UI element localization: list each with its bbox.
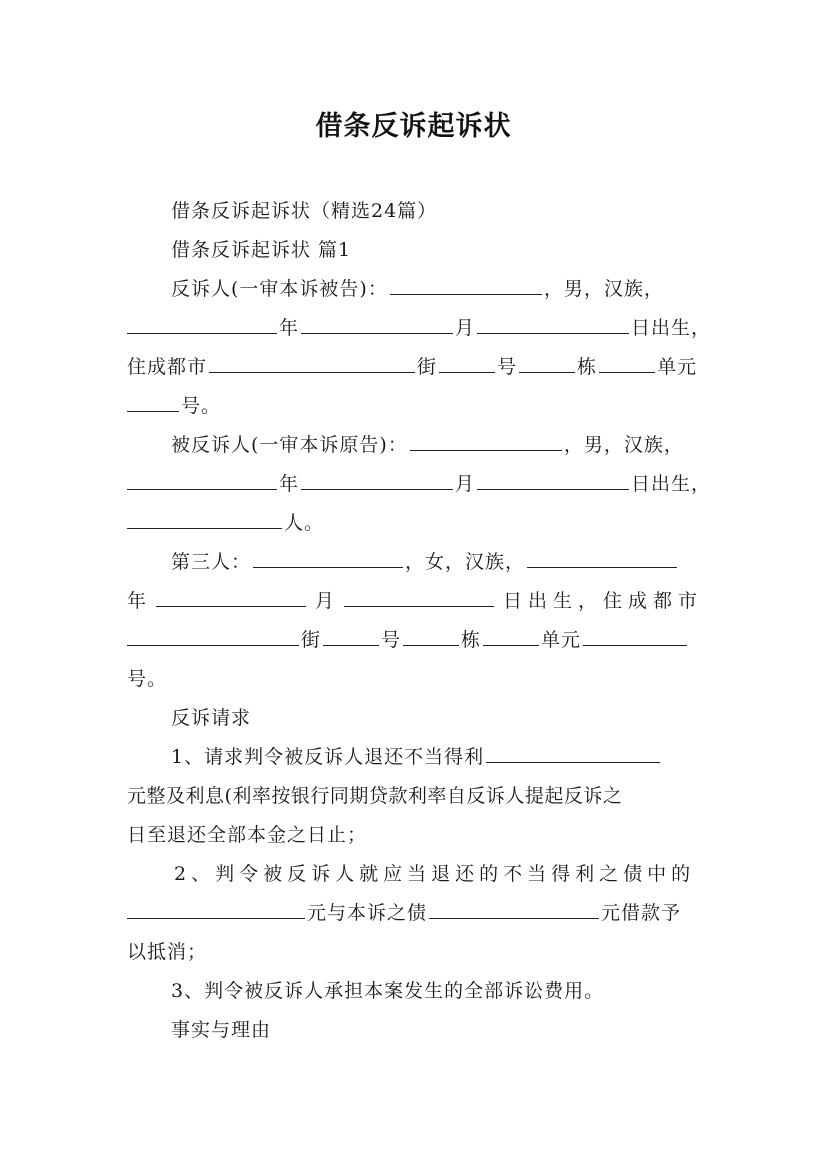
counter-plaintiff-line-3 — [127, 353, 703, 381]
gender-ethnicity: ，女，汉族， — [405, 551, 526, 573]
building-label: 栋 — [577, 356, 598, 378]
third-party-label: 第三人： — [171, 551, 252, 573]
born-label: 日出生， — [631, 473, 712, 495]
claim-2-text: 2、判令被反诉人就应当退还的不当得利之债中的 — [174, 863, 696, 885]
number-blank — [323, 626, 379, 646]
facts-heading: 事实与理由 — [171, 1019, 272, 1041]
claim-1-line-3: 日至退还全部本金之日止； — [127, 824, 368, 846]
section-heading: 借条反诉起诉状 篇1 — [171, 239, 352, 261]
building-label: 栋 — [461, 629, 482, 651]
third-party-line-1 — [171, 548, 703, 576]
gender-ethnicity: ，男，汉族， — [543, 278, 664, 300]
amount-blank — [486, 743, 660, 763]
room-blank — [583, 626, 687, 646]
claim-1-line-2: 元整及利息(利率按银行同期贷款利率自反诉人提起反诉之 — [127, 785, 623, 807]
room-label: 号。 — [181, 395, 222, 417]
month-blank — [301, 470, 453, 490]
day-blank — [477, 314, 629, 334]
number-blank — [439, 353, 495, 373]
third-party-line-3 — [127, 626, 703, 654]
month-label: 月 — [455, 317, 476, 339]
day-blank — [477, 470, 629, 490]
counter-plaintiff-label: 反诉人(一审本诉被告)： — [171, 278, 388, 300]
claim-1-text: 1、请求判令被反诉人退还不当得利 — [171, 746, 485, 768]
claim-1-line-1 — [171, 743, 703, 771]
claim-2-line-1 — [174, 860, 703, 888]
counter-plaintiff-line-2 — [127, 314, 712, 342]
person-blank — [127, 509, 282, 529]
offset-amount-blank — [127, 899, 305, 919]
third-party-line-4 — [127, 665, 703, 693]
number-label: 号 — [381, 629, 402, 651]
born-label: 日出生，住成都市 — [502, 590, 703, 612]
claims-heading: 反诉请求 — [171, 707, 252, 729]
name-blank — [410, 431, 562, 451]
street-label: 街 — [301, 629, 322, 651]
year-blank — [127, 314, 277, 334]
address-blank — [209, 353, 415, 373]
counter-plaintiff-line-1 — [171, 275, 703, 303]
counter-defendant-line-2 — [127, 470, 712, 498]
name-blank — [390, 275, 542, 295]
person-label: 人。 — [284, 512, 325, 534]
birth-blank — [527, 548, 677, 568]
claim-2-mid: 元与本诉之债 — [307, 902, 428, 924]
counter-defendant-label: 被反诉人(一审本诉原告)： — [171, 434, 408, 456]
claim-3-line: 3、判令被反诉人承担本案发生的全部诉讼费用。 — [171, 980, 605, 1002]
gender-ethnicity: ，男，汉族， — [563, 434, 684, 456]
room-blank — [127, 392, 179, 412]
address-prefix: 住成都市 — [127, 356, 208, 378]
month-blank — [156, 587, 306, 607]
day-blank — [344, 587, 494, 607]
number-label: 号 — [497, 356, 518, 378]
building-blank — [403, 626, 459, 646]
document-title: 借条反诉起诉状 — [315, 111, 512, 142]
unit-blank — [599, 353, 655, 373]
building-blank — [519, 353, 575, 373]
month-blank — [301, 314, 453, 334]
unit-label: 单元 — [657, 356, 698, 378]
unit-label: 单元 — [541, 629, 582, 651]
month-label: 月 — [455, 473, 476, 495]
address-blank — [127, 626, 299, 646]
born-label: 日出生， — [631, 317, 712, 339]
name-blank — [253, 548, 403, 568]
room-label: 号。 — [127, 668, 168, 690]
month-label: 月 — [314, 590, 335, 612]
counter-plaintiff-line-4 — [127, 392, 703, 420]
counter-defendant-line-3 — [127, 509, 703, 537]
year-label: 年 — [279, 473, 300, 495]
unit-blank — [483, 626, 539, 646]
year-label: 年 — [279, 317, 300, 339]
claim-2-line-2 — [127, 899, 703, 927]
counter-defendant-line-1 — [171, 431, 703, 459]
claim-2-line-3: 以抵消； — [127, 941, 208, 963]
street-label: 街 — [417, 356, 438, 378]
claim-2-end: 元借款予 — [601, 902, 682, 924]
intro-line: 借条反诉起诉状（精选24篇） — [171, 200, 438, 222]
year-blank — [127, 470, 277, 490]
year-label: 年 — [127, 590, 148, 612]
loan-amount-blank — [429, 899, 599, 919]
third-party-line-2 — [127, 587, 703, 615]
